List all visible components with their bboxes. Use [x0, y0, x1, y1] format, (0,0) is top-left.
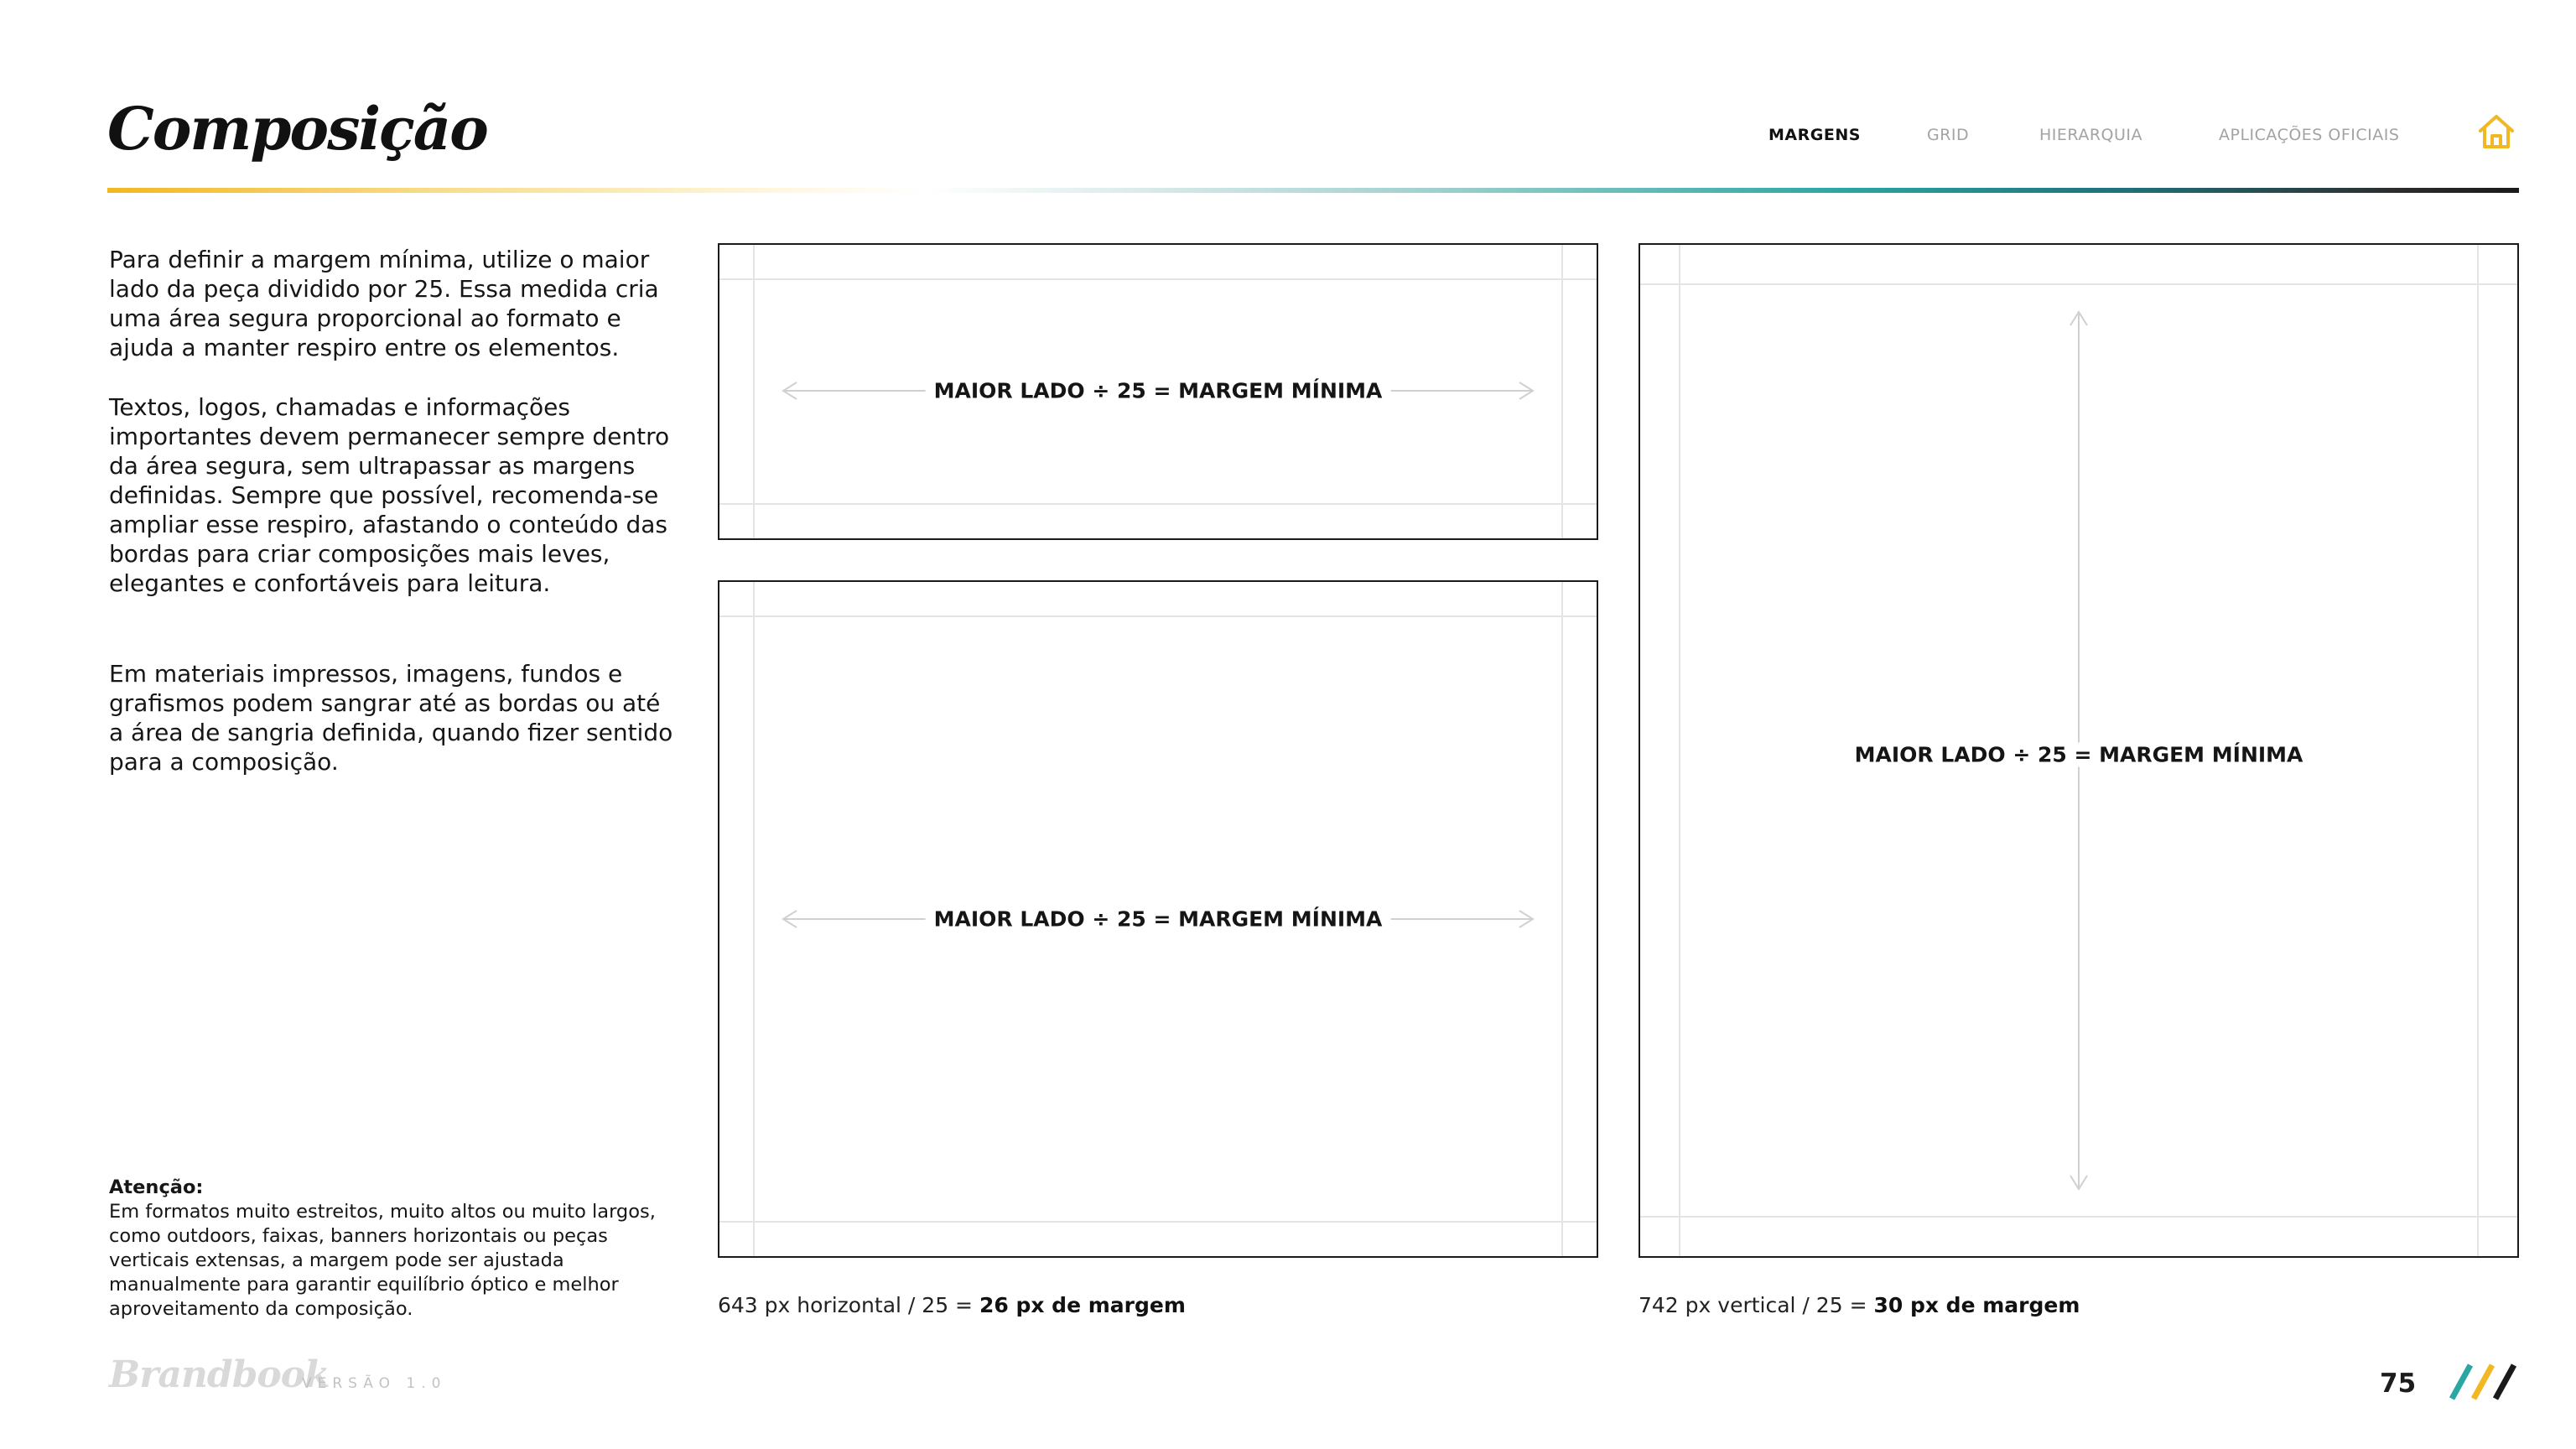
diagram-label: MAIOR LADO ÷ 25 = MARGEM MÍNIMA: [926, 379, 1391, 403]
diagram-horizontal: [718, 580, 1598, 1258]
home-icon[interactable]: [2477, 112, 2516, 151]
nav-grid[interactable]: GRID: [1927, 126, 1970, 144]
paragraph-margin-rule: Para definir a margem mínima, utilize o maior lado da peça dividido por 25. Essa medida cria uma área segura proporcional ao formato e ajuda a manter respiro entre os elementos.: [109, 246, 659, 361]
attention-text: Em formatos muito estreitos, muito altos ou muito largos, como outdoors, faixas, banners horizontais ou peças verticais extensas, a margem pode ser ajustada manualmente para garantir equilíbrio óptico e melhor aproveitamento da composição.: [109, 1201, 656, 1320]
header-divider: [107, 188, 2519, 193]
diagram-label: MAIOR LADO ÷ 25 = MARGEM MÍNIMA: [1846, 743, 2312, 767]
caption-prefix: 742 px vertical / 25 =: [1639, 1293, 1874, 1317]
caption-result: 26 px de margem: [979, 1293, 1186, 1317]
diagram-horizontal-wide: [718, 243, 1598, 540]
diagram-label: MAIOR LADO ÷ 25 = MARGEM MÍNIMA: [926, 907, 1391, 932]
attention-note: [109, 1176, 679, 1322]
caption-vertical: [1639, 1293, 2080, 1317]
nav-hierarquia[interactable]: HIERARQUIA: [2039, 126, 2142, 144]
page-title: Composição: [107, 94, 487, 164]
nav-margens[interactable]: MARGENS: [1768, 126, 1861, 144]
attention-title: Atenção:: [109, 1176, 204, 1198]
paragraph-safe-area: Textos, logos, chamadas e informações importantes devem permanecer sempre dentro da área segura, sem ultrapassar as margens definidas. Sempre que possível, recomenda-se ampliar esse respiro, afastando o conteúdo das bordas para criar composições mais leves, elegantes e confortáveis para leitura.: [109, 393, 670, 597]
paragraph-bleed: Em materiais impressos, imagens, fundos e grafismos podem sangrar até as bordas ou até a área de sangria definida, quando fizer sentido para a composição.: [109, 660, 673, 776]
nav-aplicacoes-oficiais[interactable]: APLICAÇÕES OFICIAIS: [2219, 126, 2400, 144]
caption-result: 30 px de margem: [1873, 1293, 2080, 1317]
page-number: 75: [2380, 1368, 2417, 1399]
caption-prefix: 643 px horizontal / 25 =: [718, 1293, 979, 1317]
caption-horizontal: [718, 1293, 1186, 1317]
brand-stripes-icon: [2449, 1362, 2519, 1402]
footer-version: VERSÃO 1.0: [302, 1375, 447, 1392]
footer-brand: Brandbook: [109, 1353, 330, 1396]
diagram-vertical: [1639, 243, 2519, 1258]
